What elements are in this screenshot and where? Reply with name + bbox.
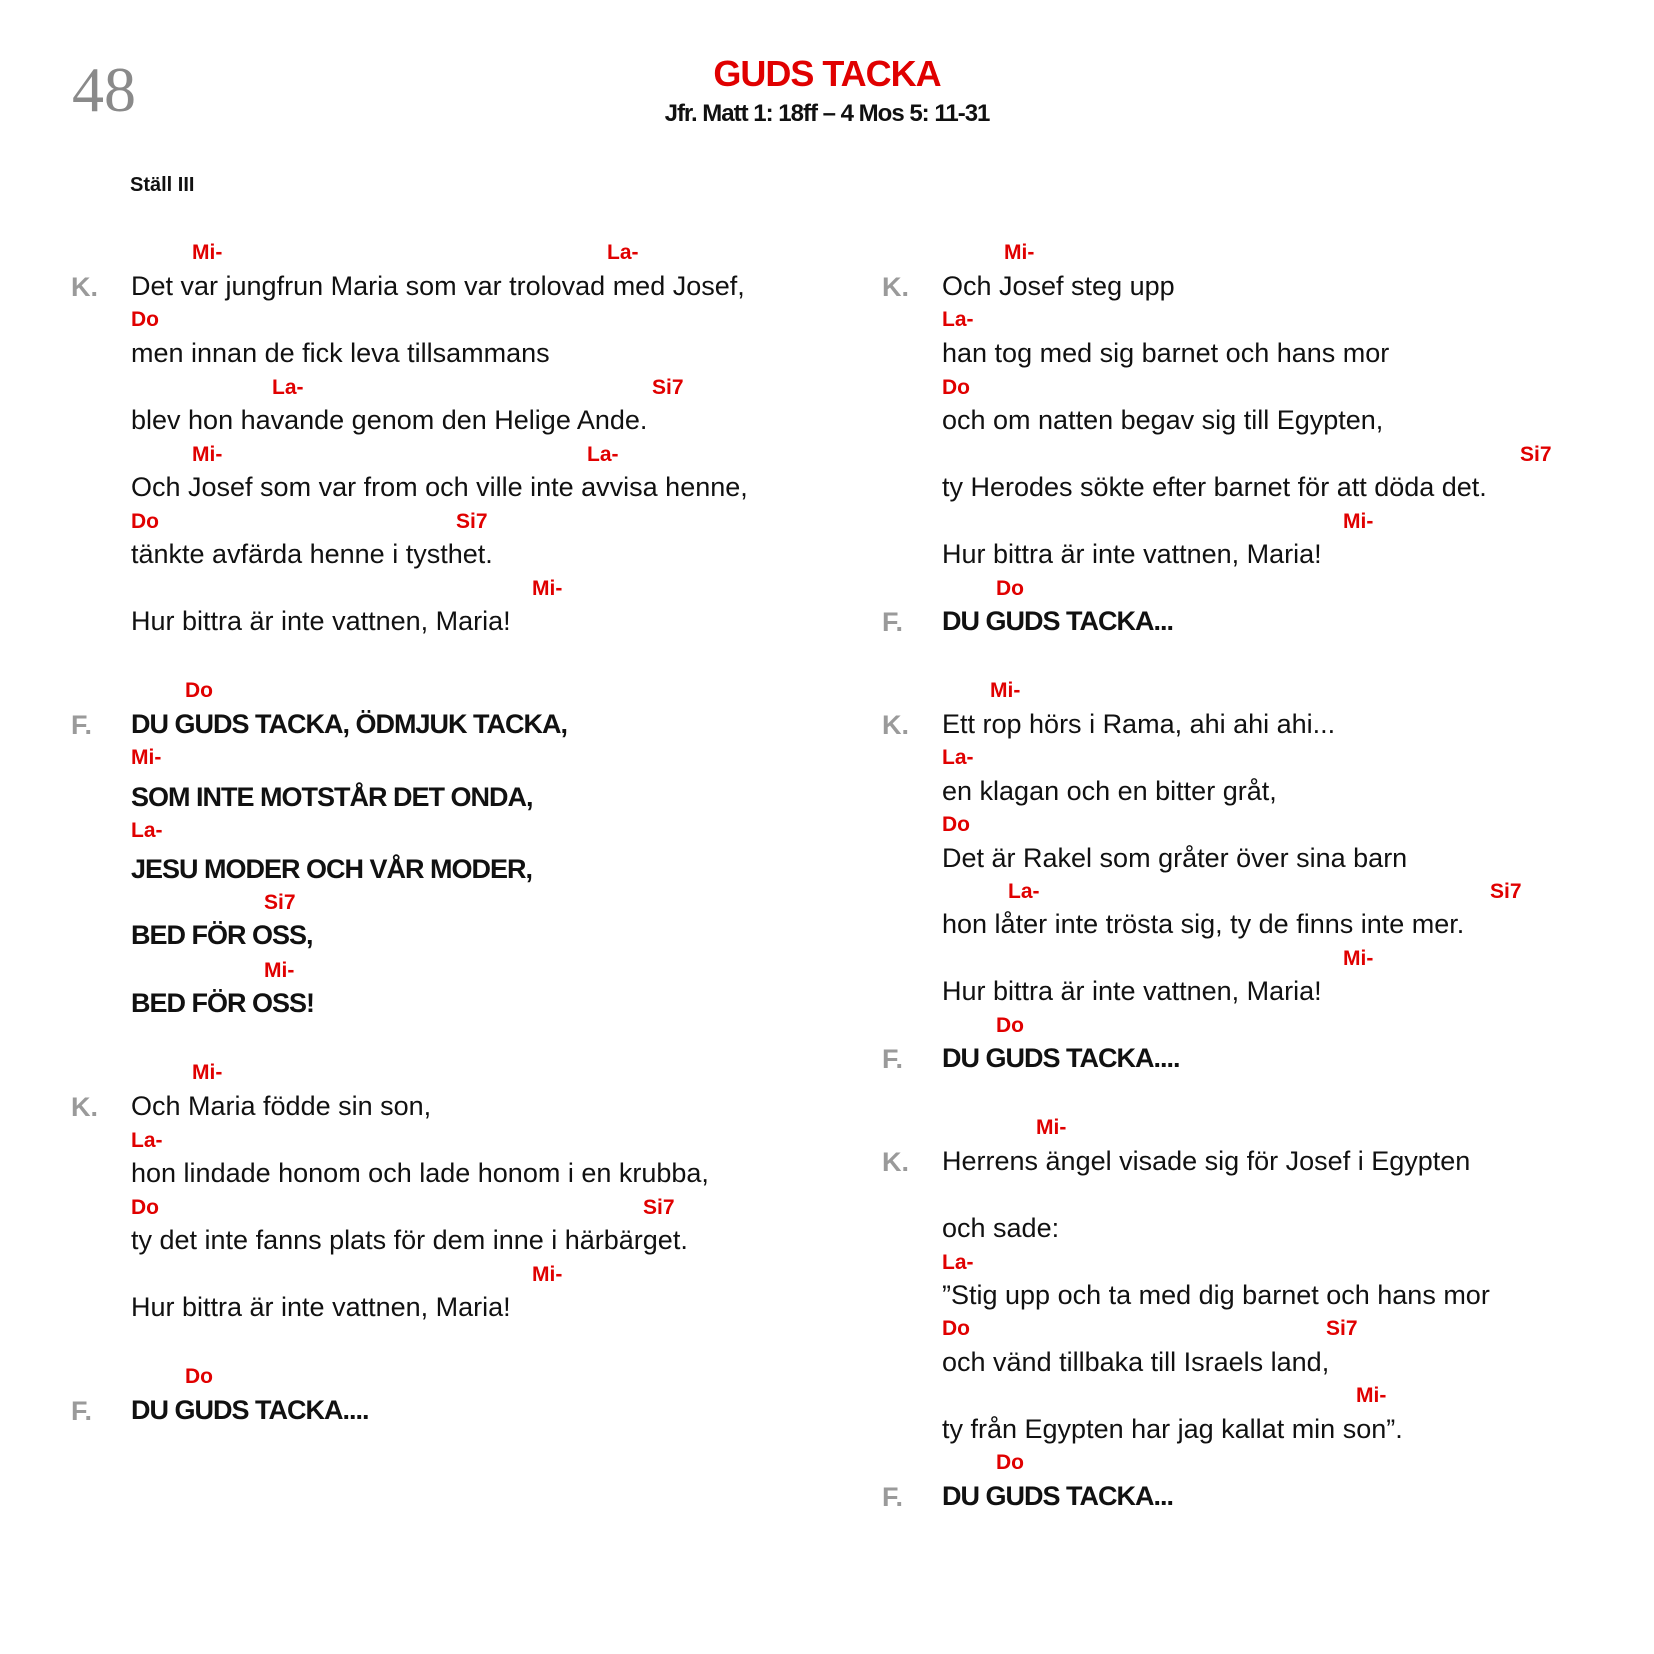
refrain-line: DU GUDS TACKA... bbox=[942, 1481, 1173, 1511]
lyric-line: blev hon havande genom den Helige Ande. bbox=[131, 405, 648, 435]
lyric-line: Hur bittra är inte vattnen, Maria! bbox=[942, 976, 1322, 1006]
chord: Si7 bbox=[456, 510, 488, 533]
lyric-line: och vänd tillbaka till Israels land, bbox=[942, 1347, 1330, 1377]
chord: Si7 bbox=[1326, 1317, 1358, 1340]
song-title: GUDS TACKA bbox=[713, 53, 941, 94]
chord: Si7 bbox=[652, 376, 684, 399]
lyric-line: Ett rop hörs i Rama, ahi ahi ahi... bbox=[942, 709, 1336, 739]
chord: La- bbox=[272, 376, 304, 399]
lyric-line: Hur bittra är inte vattnen, Maria! bbox=[131, 606, 511, 636]
lyric-line: en klagan och en bitter gråt, bbox=[942, 776, 1277, 806]
refrain-line: DU GUDS TACKA... bbox=[942, 606, 1173, 636]
lyric-line: ty från Egypten har jag kallat min son”. bbox=[942, 1414, 1403, 1444]
lyric-line: och sade: bbox=[942, 1213, 1060, 1243]
lyric-line: Hur bittra är inte vattnen, Maria! bbox=[942, 539, 1322, 569]
chord: Mi- bbox=[192, 443, 223, 466]
chord: Mi- bbox=[532, 577, 563, 600]
chord: Si7 bbox=[1520, 443, 1552, 466]
lyric-line: Och Maria födde sin son, bbox=[131, 1091, 432, 1121]
lyric-line: tänkte avfärda henne i tysthet. bbox=[131, 539, 493, 569]
chord: Do bbox=[996, 1451, 1024, 1474]
chord: La- bbox=[587, 443, 619, 466]
chord: Si7 bbox=[264, 891, 296, 914]
chord: Mi- bbox=[1036, 1116, 1067, 1139]
refrain-line: JESU MODER OCH VÅR MODER, bbox=[131, 854, 533, 884]
chord: Mi- bbox=[264, 959, 295, 982]
chord: Do bbox=[942, 813, 970, 836]
chord: Mi- bbox=[532, 1263, 563, 1286]
chord: La- bbox=[942, 308, 974, 331]
chord: La- bbox=[942, 746, 974, 769]
chord: Mi- bbox=[192, 1061, 223, 1084]
chord: Mi- bbox=[1343, 510, 1374, 533]
refrain-line: DU GUDS TACKA.... bbox=[131, 1395, 369, 1425]
chord: Do bbox=[942, 376, 970, 399]
lyric-line: hon lindade honom och lade honom i en krubba, bbox=[131, 1158, 709, 1188]
capo-instruction: Ställ III bbox=[130, 174, 195, 196]
lyric-line: ”Stig upp och ta med dig barnet och hans mor bbox=[942, 1280, 1490, 1310]
scripture-reference: Jfr. Matt 1: 18ff – 4 Mos 5: 11-31 bbox=[664, 100, 990, 127]
lyric-line: Det är Rakel som gråter över sina barn bbox=[942, 843, 1408, 873]
voice-marker: F. bbox=[882, 1482, 904, 1512]
chord: Do bbox=[996, 1014, 1024, 1037]
lyric-line: ty Herodes sökte efter barnet för att döda det. bbox=[942, 472, 1487, 502]
refrain-line: BED FÖR OSS! bbox=[131, 988, 315, 1018]
chord: Si7 bbox=[1490, 880, 1522, 903]
chord: Do bbox=[131, 308, 159, 331]
chord: Do bbox=[185, 679, 213, 702]
voice-marker: K. bbox=[71, 1092, 98, 1122]
chord: La- bbox=[131, 1129, 163, 1152]
chord: Si7 bbox=[643, 1196, 675, 1219]
voice-marker: F. bbox=[882, 1044, 904, 1074]
refrain-line: DU GUDS TACKA, ÖDMJUK TACKA, bbox=[131, 709, 567, 739]
voice-marker: K. bbox=[882, 1147, 909, 1177]
chord: Do bbox=[185, 1365, 213, 1388]
refrain-line: BED FÖR OSS, bbox=[131, 920, 313, 950]
lyric-line: hon låter inte trösta sig, ty de finns inte mer. bbox=[942, 909, 1465, 939]
lyric-line: Och Josef steg upp bbox=[942, 271, 1175, 301]
voice-marker: F. bbox=[71, 710, 93, 740]
voice-marker: K. bbox=[882, 272, 909, 302]
refrain-line: DU GUDS TACKA.... bbox=[942, 1043, 1180, 1073]
voice-marker: K. bbox=[71, 272, 98, 302]
chord: Do bbox=[131, 1196, 159, 1219]
page-number: 48 bbox=[72, 54, 136, 125]
chord: Mi- bbox=[131, 746, 162, 769]
chord: La- bbox=[942, 1251, 974, 1274]
chord: La- bbox=[131, 819, 163, 842]
chord: Mi- bbox=[990, 679, 1021, 702]
refrain-line: SOM INTE MOTSTÅR DET ONDA, bbox=[131, 782, 533, 812]
chord: Mi- bbox=[1004, 241, 1035, 264]
chord: La- bbox=[1008, 880, 1040, 903]
chord: Mi- bbox=[1356, 1384, 1387, 1407]
lyric-line: Och Josef som var from och ville inte avvisa henne, bbox=[131, 472, 748, 502]
lyric-line: men innan de fick leva tillsammans bbox=[131, 338, 550, 368]
lyric-line: Det var jungfrun Maria som var trolovad med Josef, bbox=[131, 271, 745, 301]
chord: Do bbox=[942, 1317, 970, 1340]
voice-marker: F. bbox=[882, 607, 904, 637]
chord: Do bbox=[131, 510, 159, 533]
chord: Do bbox=[996, 577, 1024, 600]
voice-marker: K. bbox=[882, 710, 909, 740]
chord: La- bbox=[607, 241, 639, 264]
lyric-line: Herrens ängel visade sig för Josef i Egypten bbox=[942, 1146, 1471, 1176]
lyric-line: ty det inte fanns plats för dem inne i härbärget. bbox=[131, 1225, 688, 1255]
chord: Mi- bbox=[192, 241, 223, 264]
lyric-line: Hur bittra är inte vattnen, Maria! bbox=[131, 1292, 511, 1322]
lyric-line: och om natten begav sig till Egypten, bbox=[942, 405, 1384, 435]
chord: Mi- bbox=[1343, 947, 1374, 970]
lyric-line: han tog med sig barnet och hans mor bbox=[942, 338, 1390, 368]
voice-marker: F. bbox=[71, 1396, 93, 1426]
